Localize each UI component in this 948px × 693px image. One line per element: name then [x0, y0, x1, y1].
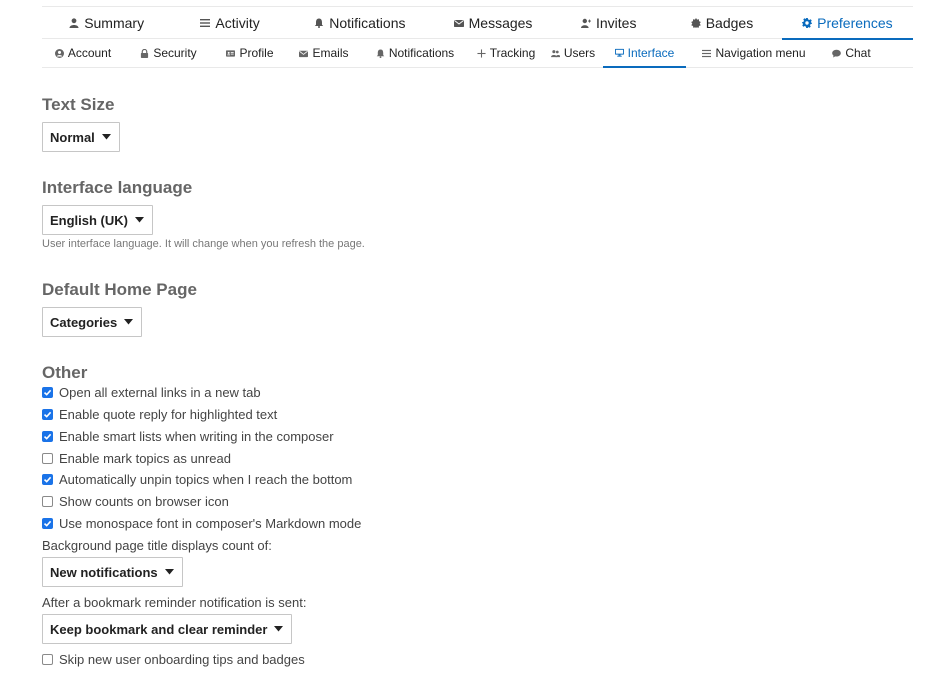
subtab-tracking-label: Tracking: [489, 46, 536, 60]
tab-messages-label: Messages: [468, 15, 533, 31]
subtab-account[interactable]: [42, 39, 124, 67]
list-icon: [200, 18, 210, 28]
checkbox-label: Use monospace font in composer's Markdown mode: [59, 515, 362, 531]
subtab-interface[interactable]: [603, 39, 686, 68]
checkbox[interactable]: [42, 518, 53, 529]
checkbox[interactable]: [42, 496, 53, 507]
checkbox-monospace-font[interactable]: [42, 514, 361, 532]
tab-notifications[interactable]: [289, 7, 431, 39]
subtab-notifications-label: Notifications: [388, 46, 455, 60]
tab-badges[interactable]: [662, 7, 782, 39]
bookmark-reminder-label: After a bookmark reminder notification is sent:: [42, 595, 307, 610]
checkbox-unpin-topics[interactable]: [42, 470, 352, 488]
comment-icon: [832, 49, 841, 58]
check-icon: [43, 388, 52, 397]
text-size-value: Normal: [50, 129, 95, 145]
other-title: Other: [42, 363, 88, 382]
bookmark-reminder-value: Keep bookmark and clear reminder: [50, 621, 268, 637]
checkbox-label: Enable quote reply for highlighted text: [59, 406, 278, 422]
gear-icon: [802, 18, 812, 28]
title-count-value: New notifications: [50, 564, 158, 580]
checkbox-quote-reply[interactable]: [42, 405, 277, 423]
checkbox[interactable]: [42, 387, 53, 398]
checkbox-browser-counts[interactable]: [42, 492, 229, 510]
bell-icon: [314, 18, 324, 28]
id-card-icon: [226, 49, 235, 58]
checkbox[interactable]: [42, 654, 53, 665]
subtab-tracking[interactable]: [469, 39, 543, 67]
subtab-chat-label: Chat: [845, 46, 871, 60]
tab-messages[interactable]: [431, 7, 555, 39]
bookmark-reminder-select[interactable]: [42, 614, 292, 644]
title-count-select[interactable]: [42, 557, 183, 587]
subtab-users[interactable]: [543, 39, 603, 67]
badge-icon: [691, 18, 701, 28]
subtab-profile[interactable]: [213, 39, 287, 67]
caret-down-icon: [135, 217, 144, 223]
bars-icon: [702, 49, 711, 58]
checkbox[interactable]: [42, 431, 53, 442]
subtab-notifications[interactable]: [361, 39, 469, 67]
checkbox-label: Enable smart lists when writing in the composer: [59, 428, 334, 444]
user-circle-icon: [55, 49, 64, 58]
user-icon: [69, 18, 79, 28]
default-home-page-value: Categories: [50, 314, 118, 330]
tab-invites[interactable]: [555, 7, 662, 39]
subtab-interface-label: Interface: [627, 45, 675, 60]
subtab-profile-label: Profile: [239, 46, 274, 60]
user-plus-icon: [581, 18, 591, 28]
caret-down-icon: [274, 626, 283, 632]
interface-language-select[interactable]: [42, 205, 153, 235]
text-size-title: Text Size: [42, 95, 115, 114]
checkbox[interactable]: [42, 474, 53, 485]
tab-invites-label: Invites: [595, 15, 637, 31]
subtab-account-label: Account: [67, 46, 112, 60]
subtab-security-label: Security: [153, 46, 197, 60]
check-icon: [43, 475, 52, 484]
tab-preferences[interactable]: [782, 7, 913, 40]
checkbox-label: Open all external links in a new tab: [59, 384, 261, 400]
checkbox-label: Automatically unpin topics when I reach the bottom: [59, 471, 353, 487]
users-icon: [551, 49, 560, 58]
tab-badges-label: Badges: [705, 15, 754, 31]
bell-icon: [376, 49, 385, 58]
subtab-emails-label: Emails: [312, 46, 349, 60]
subtab-security[interactable]: [124, 39, 213, 67]
tab-preferences-label: Preferences: [817, 14, 893, 31]
default-home-page-title: Default Home Page: [42, 280, 197, 299]
caret-down-icon: [102, 134, 111, 140]
interface-language-help: User interface language. It will change when you refresh the page.: [42, 238, 365, 250]
caret-down-icon: [124, 319, 133, 325]
title-count-label: Background page title displays count of:: [42, 538, 272, 553]
subtab-chat[interactable]: [822, 39, 881, 67]
subtab-navigation-menu-label: Navigation menu: [715, 46, 806, 60]
plus-icon: [477, 49, 486, 58]
checkbox-mark-unread[interactable]: [42, 449, 231, 467]
check-icon: [43, 432, 52, 441]
subtab-users-label: Users: [563, 46, 596, 60]
envelope-icon: [454, 18, 464, 28]
check-icon: [43, 519, 52, 528]
checkbox[interactable]: [42, 453, 53, 464]
interface-language-value: English (UK): [50, 212, 128, 228]
tab-activity[interactable]: [171, 7, 289, 39]
secondary-nav: [42, 39, 913, 68]
tab-summary-label: Summary: [84, 15, 145, 31]
checkbox-smart-lists[interactable]: [42, 427, 334, 445]
default-home-page-select[interactable]: [42, 307, 142, 337]
checkbox[interactable]: [42, 409, 53, 420]
tab-activity-label: Activity: [215, 15, 260, 31]
check-icon: [43, 410, 52, 419]
checkbox-label: Show counts on browser icon: [59, 493, 229, 509]
subtab-emails[interactable]: [287, 39, 361, 67]
interface-language-title: Interface language: [42, 178, 193, 197]
subtab-navigation-menu[interactable]: [686, 39, 822, 67]
checkbox-label: Enable mark topics as unread: [59, 450, 231, 466]
tab-summary[interactable]: [42, 7, 171, 39]
checkbox-label: Skip new user onboarding tips and badges: [59, 651, 305, 667]
desktop-icon: [615, 48, 624, 57]
lock-icon: [140, 49, 149, 58]
caret-down-icon: [165, 569, 174, 575]
primary-nav: [42, 6, 913, 39]
checkbox-skip-onboarding[interactable]: [42, 650, 305, 668]
text-size-select[interactable]: [42, 122, 120, 152]
checkbox-external-links[interactable]: [42, 383, 261, 401]
tab-notifications-label: Notifications: [329, 15, 406, 31]
envelope-icon: [299, 49, 308, 58]
